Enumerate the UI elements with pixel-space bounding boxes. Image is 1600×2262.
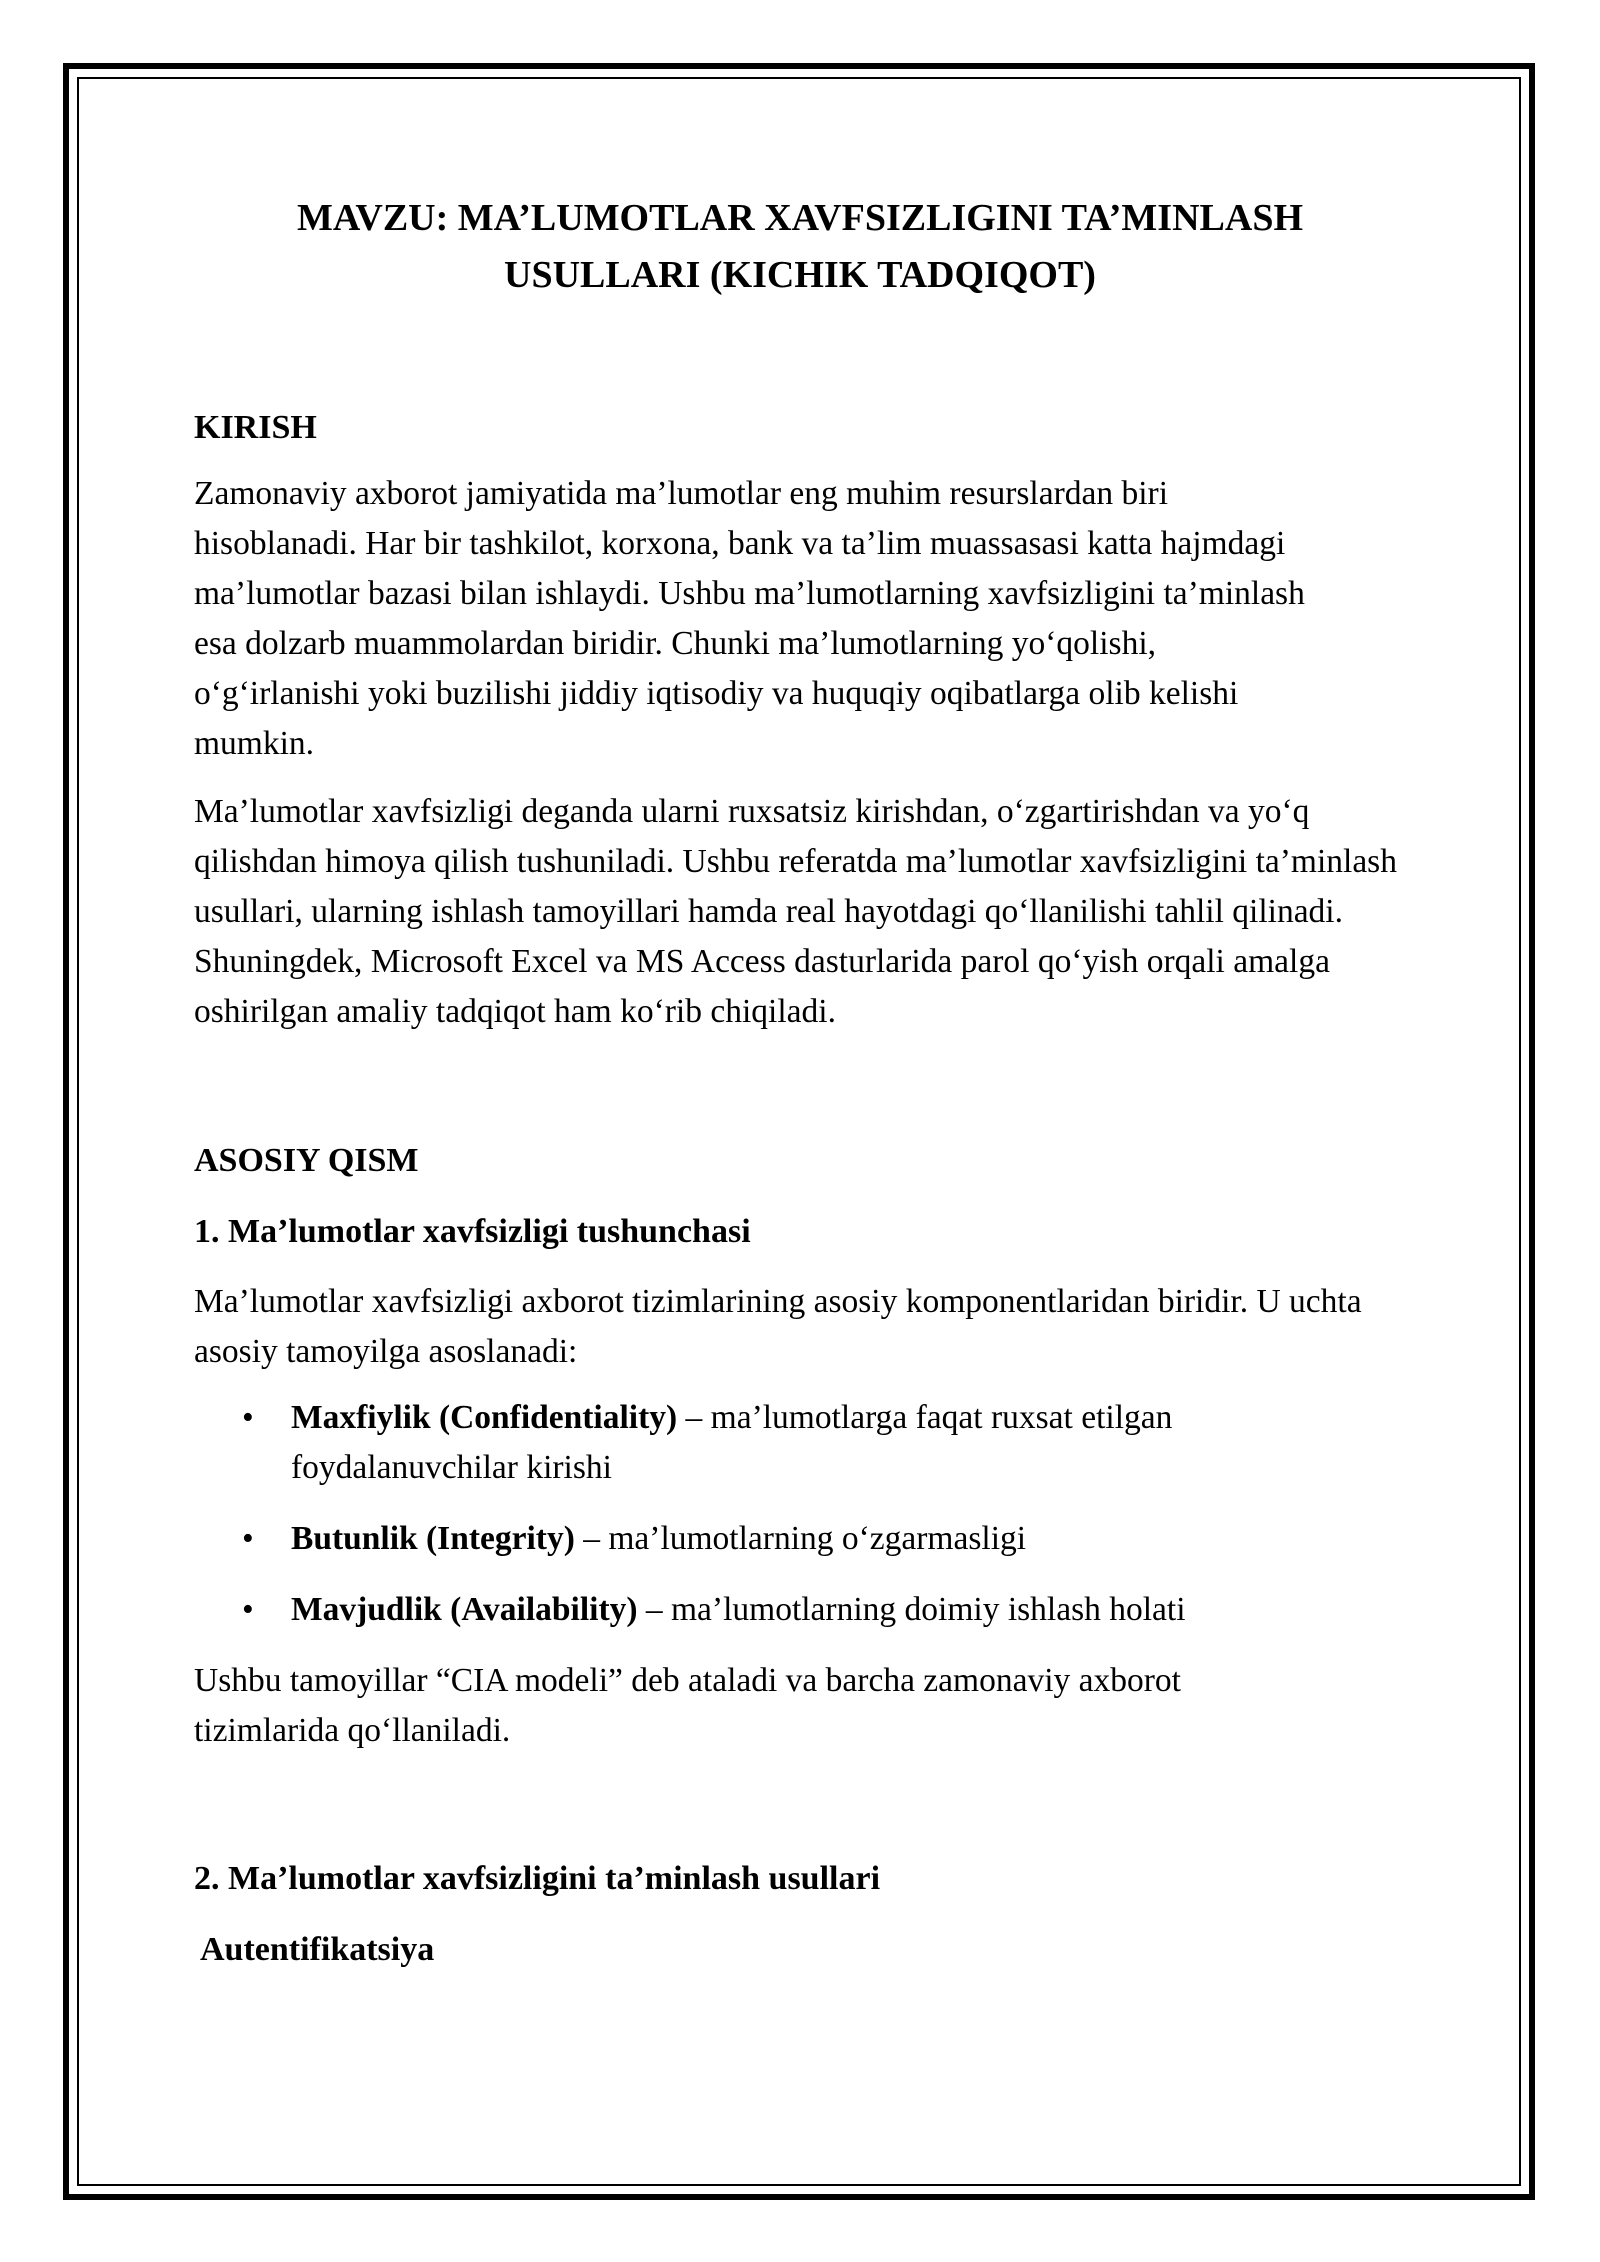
intro-paragraph-1: Zamonaviy axborot jamiyatida ma’lumotlar eng muhim resurslardan biri hisoblanadi. Har bir tashkilot, korxona, bank va ta’lim muassasasi katta hajmdagi ma’lumotlar bazasi bilan ishlaydi. Ushbu ma’lumotlarning xavfsizligini ta’minlash esa dolzarb muammolardan biridir. Chunki ma’lumotlarning yo‘qolishi, o‘g‘irlanishi yoki buzilishi jiddiy iqtisodiy va huquqiy oqibatlarga olib kelishi mumkin. xyxy=(194,475,1305,762)
document-body xyxy=(194,190,1406,1973)
bullet-term: Mavjudlik (Availability) xyxy=(291,1591,638,1628)
section2-heading: 2. Ma’lumotlar xavfsizligini ta’minlash usullari xyxy=(194,1860,881,1897)
bullet-text: – ma’lumotlarning o‘zgarmasligi xyxy=(574,1520,1027,1557)
cia-principles-list xyxy=(194,1393,1406,1635)
bullet-icon: • xyxy=(242,1520,254,1557)
bullet-term: Butunlik (Integrity) xyxy=(291,1520,575,1557)
bullet-term: Maxfiylik (Confidentiality) xyxy=(291,1399,678,1436)
bullet-text: – ma’lumotlarga faqat ruxsat etilgan foydalanuvchilar kirishi xyxy=(291,1399,1173,1486)
section2-subheading: Autentifikatsiya xyxy=(200,1931,435,1968)
document-title-line2: USULLARI (KICHIK TADQIQOT) xyxy=(504,254,1096,296)
list-item-availability xyxy=(194,1585,1406,1635)
bullet-text: – ma’lumotlarning doimiy ishlash holati xyxy=(637,1591,1186,1628)
document-title xyxy=(194,190,1406,304)
intro-paragraph-2: Ma’lumotlar xavfsizligi deganda ularni ruxsatsiz kirishdan, o‘zgartirishdan va yo‘q qilishdan himoya qilish tushuniladi. Ushbu referatda ma’lumotlar xavfsizligini ta’minlash usullari, ularning ishlash tamoyillari hamda real hayotdagi qo‘llanilishi tahlil qilinadi. Shuningdek, Microsoft Excel va MS Access dasturlarida parol qo‘yish orqali amalga oshirilgan amaliy tadqiqot ham ko‘rib chiqiladi. xyxy=(194,793,1397,1030)
section1-closing: Ushbu tamoyillar “CIA modeli” deb ataladi va barcha zamonaviy axborot tizimlarida qo‘llaniladi. xyxy=(194,1662,1181,1749)
list-item-integrity xyxy=(194,1514,1406,1564)
section1-intro: Ma’lumotlar xavfsizligi axborot tizimlarining asosiy komponentlaridan biridir. U uchta asosiy tamoyilga asoslanadi: xyxy=(194,1283,1362,1370)
list-item-confidentiality xyxy=(194,1393,1406,1493)
document-title-line1: MAVZU: MA’LUMOTLAR XAVFSIZLIGINI TA’MINLASH xyxy=(296,197,1304,239)
intro-heading: KIRISH xyxy=(194,409,317,446)
bullet-icon: • xyxy=(242,1591,254,1628)
bullet-icon: • xyxy=(242,1399,254,1436)
section1-heading: 1. Ma’lumotlar xavfsizligi tushunchasi xyxy=(194,1213,751,1250)
main-heading: ASOSIY QISM xyxy=(194,1142,419,1179)
